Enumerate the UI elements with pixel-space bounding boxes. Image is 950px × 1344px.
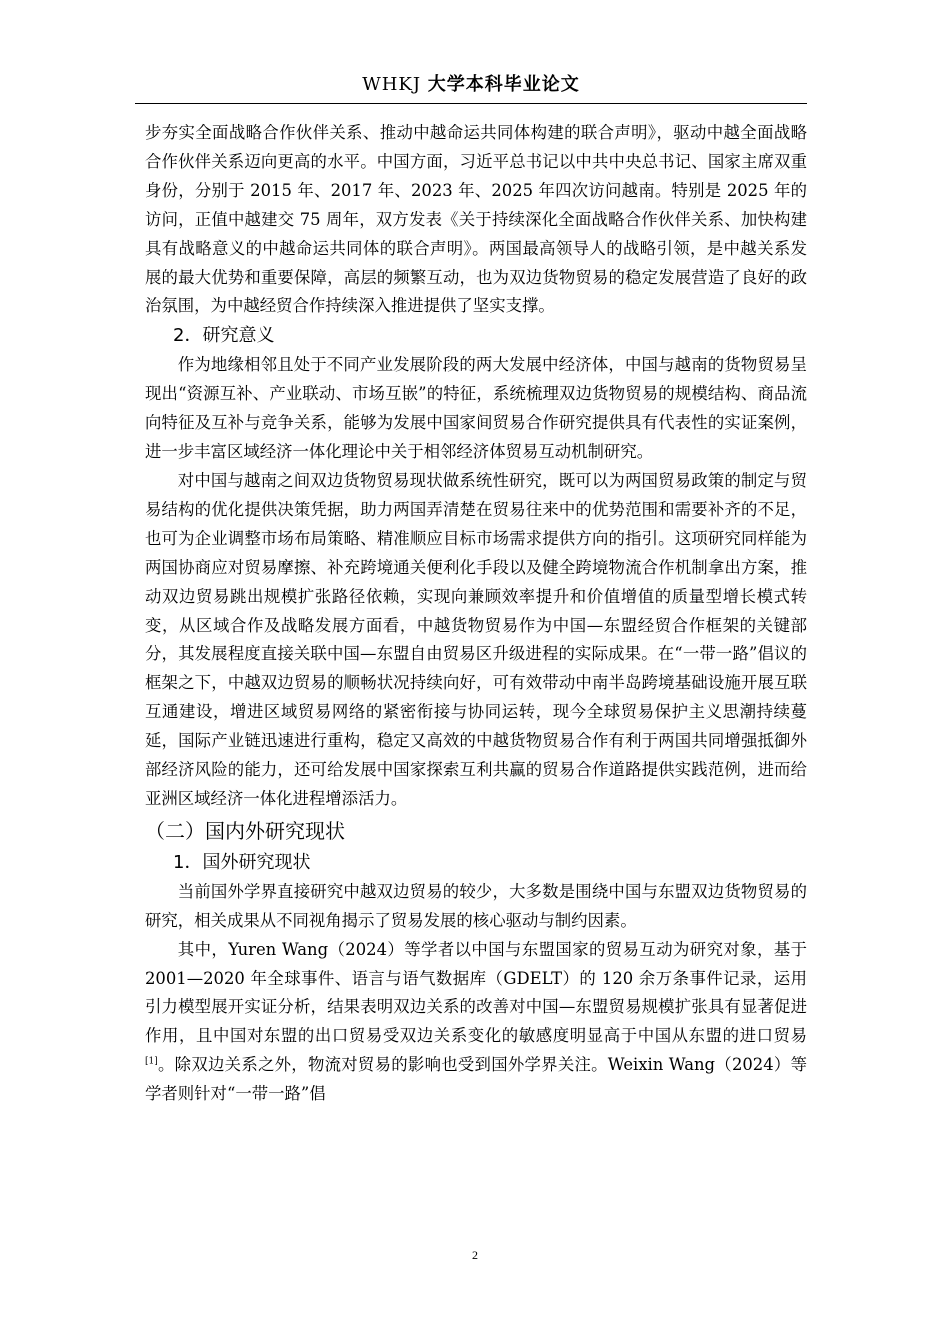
paragraph-text-part2: 。除双边关系之外，物流对贸易的影响也受到国外学界关注。Weixin Wang（2024）等学者则针对“一带一路”倡 [145, 1055, 807, 1104]
citation-ref[interactable]: [1] [145, 1056, 158, 1067]
paragraph-text-part1: 其中，Yuren Wang（2024）等学者以中国与东盟国家的贸易互动为研究对象，基于 2001—2020 年全球事件、语言与语气数据库（GDELT）的 120 余万条事件记录，运用引力模型展开实证分析，结果表明双边关系的改善对中国—东盟贸易规模扩张具有显著促进作用，且中国对东盟的出口贸易受双边关系变化的敏感度明显高于中国从东盟的进口贸易 [145, 939, 807, 1046]
header-title: 大学本科毕业论文 [427, 74, 580, 95]
paragraph-continued: 步夯实全面战略合作伙伴关系、推动中越命运共同体构建的联合声明》，驱动中越全面战略合作伙伴关系迈向更高的水平。中国方面，习近平总书记以中共中央总书记、国家主席双重身份，分别于 2015 年、2017 年、2023 年、2025 年四次访问越南。特别是 2025 年的访问，正值中越建交 75 周年，双方发表《关于持续深化全面战略合作伙伴关系、加快构建具有战略意义的中越命运共同体的联合声明》。两国最高领导人的战略引领，是中越关系发展的最大优势和重要保障，高层的频繁互动，也为双边货物贸易的稳定发展营造了良好的政治氛围，为中越经贸合作持续深入推进提供了坚实支撑。 [145, 123, 807, 316]
running-header [135, 72, 807, 98]
body-text [145, 119, 807, 1109]
header-prefix: WHKJ [362, 74, 422, 95]
paragraph: 作为地缘相邻且处于不同产业发展阶段的两大发展中经济体，中国与越南的货物贸易呈现出“资源互补、产业联动、市场互嵌”的特征，系统梳理双边货物贸易的规模结构、商品流向特征及互补与竞争关系，能够为发展中国家间贸易合作研究提供具有代表性的实证案例，进一步丰富区域经济一体化理论中关于相邻经济体贸易互动机制研究。 [145, 355, 807, 462]
page-number: 2 [472, 1248, 478, 1262]
heading-research-significance: 2．研究意义 [173, 325, 275, 347]
heading-research-status: （二）国内外研究现状 [145, 818, 345, 843]
heading-foreign-research: 1．国外研究现状 [173, 851, 311, 873]
paragraph: 当前国外学界直接研究中越双边贸易的较少，大多数是围绕中国与东盟双边货物贸易的研究，相关成果从不同视角揭示了贸易发展的核心驱动与制约因素。 [145, 881, 807, 930]
paragraph: 对中国与越南之间双边货物贸易现状做系统性研究，既可以为两国贸易政策的制定与贸易结构的优化提供决策凭据，助力两国弄清楚在贸易往来中的优势范围和需要补齐的不足，也可为企业调整市场布局策略、精准顺应目标市场需求提供方向的指引。这项研究同样能为两国协商应对贸易摩擦、补充跨境通关便利化手段以及健全跨境物流合作机制拿出方案，推动双边贸易跳出规模扩张路径依赖，实现向兼顾效率提升和价值增值的质量型增长模式转变，从区域合作及战略发展方面看，中越货物贸易作为中国—东盟经贸合作框架的关键部分，其发展程度直接关联中国—东盟自由贸易区升级进程的实际成果。在“一带一路”倡议的框架之下，中越双边贸易的顺畅状况持续向好，可有效带动中南半岛跨境基础设施开展互联互通建设，增进区域贸易网络的紧密衔接与协同运转，现今全球贸易保护主义思潮持续蔓延，国际产业链迅速进行重构，稳定又高效的中越货物贸易合作有利于两国共同增强抵御外部经济风险的能力，还可给发展中国家探索互利共赢的贸易合作道路提供实践范例，进而给亚洲区域经济一体化进程增添活力。 [145, 470, 807, 808]
paragraph-with-citation [145, 936, 807, 1109]
header-rule [135, 103, 807, 104]
